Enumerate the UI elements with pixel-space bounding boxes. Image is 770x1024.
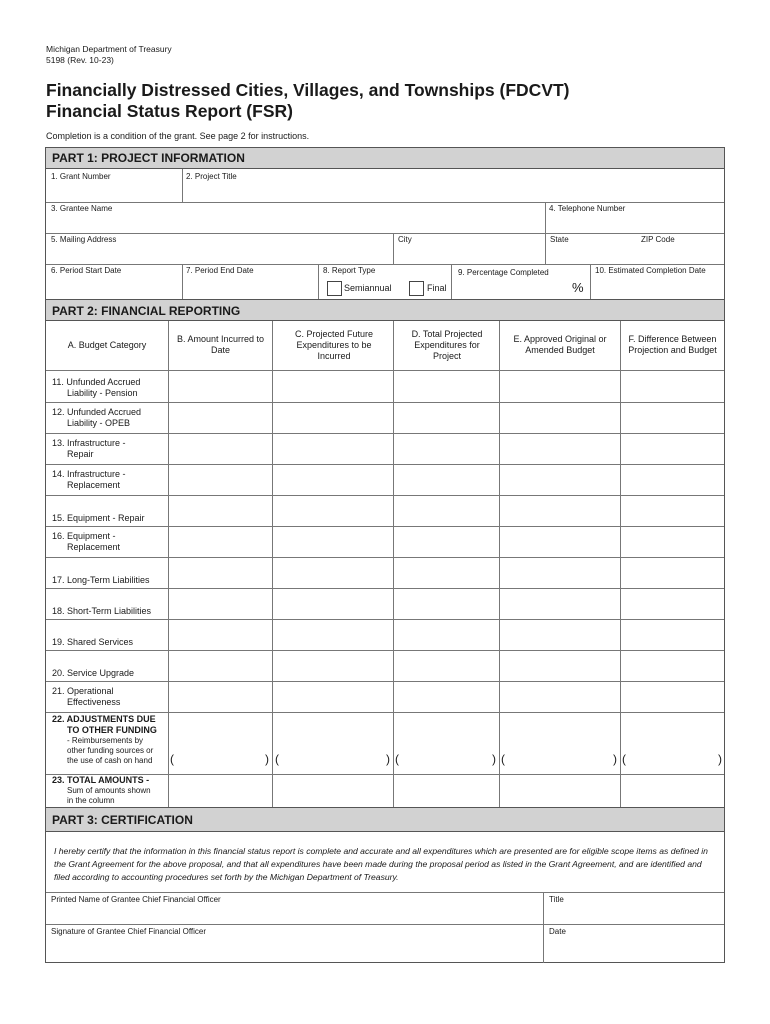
paren-close-c: ) [386, 752, 390, 766]
row-18-label: 18. Short-Term Liabilities [52, 606, 152, 616]
row-21-label: 21. Operational Effectiveness [52, 686, 121, 707]
col-header-c: C. Projected Future Expenditures to be Incurred [294, 328, 374, 361]
mailing-address-field[interactable]: 5. Mailing Address [51, 235, 117, 244]
form-number: 5198 (Rev. 10-23) [46, 55, 114, 65]
printed-name-field[interactable]: Printed Name of Grantee Chief Financial Officer [51, 895, 221, 904]
paren-open-c: ( [275, 752, 279, 766]
semiannual-checkbox[interactable] [327, 281, 342, 296]
report-type-label: 8. Report Type [323, 266, 376, 275]
row-22-label: 22. ADJUSTMENTS DUE TO OTHER FUNDING - Reimbursements by other funding sources or the use of cash on hand [52, 714, 157, 765]
grant-number-field[interactable]: 1. Grant Number [51, 172, 111, 181]
col-header-b: B. Amount Incurred to Date [176, 334, 265, 355]
signature-field[interactable]: Signature of Grantee Chief Financial Officer [51, 927, 207, 936]
final-checkbox[interactable] [409, 281, 424, 296]
row-13-label: 13. Infrastructure - Repair [52, 438, 126, 459]
zip-field[interactable]: ZIP Code [641, 235, 675, 244]
date-field[interactable]: Date [549, 927, 566, 936]
percentage-completed-field[interactable]: 9. Percentage Completed [458, 268, 549, 277]
col-header-f: F. Difference Between Projection and Budget [628, 334, 717, 355]
page-title [46, 80, 570, 122]
telephone-field[interactable]: 4. Telephone Number [549, 204, 626, 213]
paren-close-f: ) [718, 752, 722, 766]
row-17-label: 17. Long-Term Liabilities [52, 575, 150, 585]
semiannual-label: Semiannual [344, 283, 392, 293]
row-16-label: 16. Equipment - Replacement [52, 531, 121, 552]
col-header-a: A. Budget Category [67, 339, 147, 350]
grantee-name-field[interactable]: 3. Grantee Name [51, 204, 113, 213]
agency-name: Michigan Department of Treasury [46, 44, 172, 54]
row-23-label: 23. TOTAL AMOUNTS - Sum of amounts shown in the column [52, 775, 151, 805]
certification-statement: I hereby certify that the information in this financial status report is complete and accurate and all expenditures which are presented are for eligible scope items as defined in the Grant Agreement for the above proposal, and that all expenditures have been made during the proposal period as listed in the Grant Agreement, and are identified and filed according to accounting procedures set forth by the Michigan Department of Treasury. [54, 846, 708, 882]
est-completion-field[interactable]: 10. Estimated Completion Date [595, 266, 706, 275]
part1-heading: PART 1: PROJECT INFORMATION [46, 148, 724, 169]
col-header-e: E. Approved Original or Amended Budget [513, 334, 607, 355]
row-19-label: 19. Shared Services [52, 637, 134, 647]
completion-note: Completion is a condition of the grant. See page 2 for instructions. [46, 131, 310, 141]
row-11-label: 11. Unfunded Accrued Liability - Pension [52, 377, 141, 398]
period-start-field[interactable]: 6. Period Start Date [51, 266, 122, 275]
state-field[interactable]: State [550, 235, 569, 244]
final-label: Final [427, 283, 447, 293]
agency-header [46, 44, 172, 66]
fsr-form [45, 147, 725, 963]
row-20-label: 20. Service Upgrade [52, 668, 135, 678]
row-15-label: 15. Equipment - Repair [52, 513, 145, 523]
row-14-label: 14. Infrastructure - Replacement [52, 469, 126, 490]
part2-heading: PART 2: FINANCIAL REPORTING [46, 299, 724, 321]
paren-open-b: ( [170, 752, 174, 766]
paren-close-b: ) [265, 752, 269, 766]
paren-close-d: ) [492, 752, 496, 766]
title-line-2: Financial Status Report (FSR) [46, 101, 293, 121]
period-end-field[interactable]: 7. Period End Date [186, 266, 254, 275]
title-field[interactable]: Title [549, 895, 564, 904]
city-field[interactable]: City [398, 235, 412, 244]
part3-heading: PART 3: CERTIFICATION [46, 807, 724, 832]
paren-open-d: ( [395, 752, 399, 766]
percent-sign: % [572, 280, 584, 295]
project-title-field[interactable]: 2. Project Title [186, 172, 237, 181]
paren-open-e: ( [501, 752, 505, 766]
col-header-d: D. Total Projected Expenditures for Project [411, 328, 483, 361]
row-12-label: 12. Unfunded Accrued Liability - OPEB [52, 407, 142, 428]
title-line-1: Financially Distressed Cities, Villages, and Townships (FDCVT) [46, 80, 570, 100]
paren-open-f: ( [622, 752, 626, 766]
paren-close-e: ) [613, 752, 617, 766]
